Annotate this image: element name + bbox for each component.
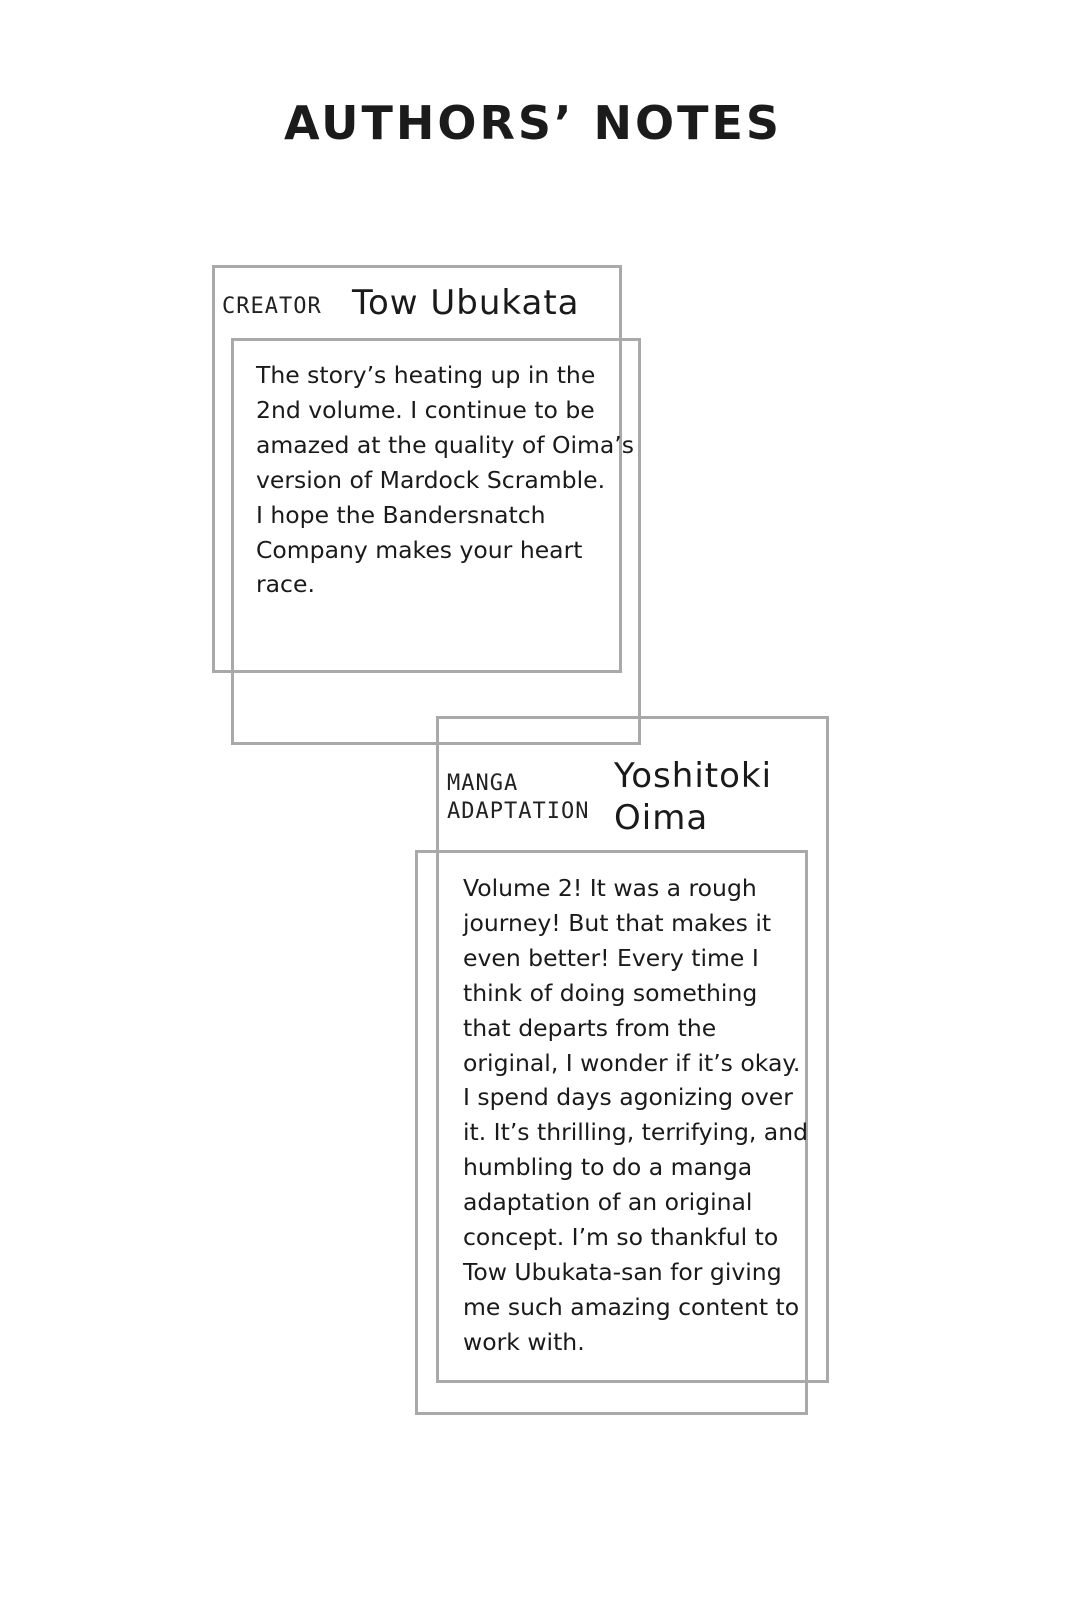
- adapter-note: [463, 871, 808, 1360]
- creator-note-line: amazed at the quality of Oima’s: [256, 430, 635, 459]
- page-title: AUTHORS’ NOTES: [283, 96, 783, 150]
- adapter-note-line: work with.: [463, 1327, 585, 1356]
- adapter-name-line1: Yoshitoki: [614, 756, 773, 796]
- adapter-note-line: think of doing something: [463, 978, 758, 1007]
- adapter-note-line: Volume 2! It was a rough: [463, 874, 757, 902]
- adapter-note-line: that departs from the: [463, 1013, 717, 1042]
- adapter-role-label-line1: MANGA: [447, 771, 519, 796]
- adapter-note-line: me such amazing content to: [463, 1292, 800, 1321]
- creator-note-line: The story’s heating up in the: [256, 361, 596, 389]
- adapter-note-line: I spend days agonizing over: [463, 1083, 793, 1112]
- adapter-note-line: it. It’s thrilling, terrifying, and: [463, 1118, 809, 1147]
- creator-note-line: version of Mardock Scramble.: [256, 465, 606, 494]
- adapter-role-label-line2: ADAPTATION: [447, 799, 590, 824]
- adapter-note-line: journey! But that makes it: [463, 908, 772, 937]
- creator-note-line: Company makes your heart: [256, 535, 583, 564]
- creator-note-line: race.: [256, 570, 315, 599]
- creator-name: Tow Ubukata: [352, 283, 580, 323]
- adapter-note-line: humbling to do a manga: [463, 1153, 753, 1182]
- adapter-note-line: adaptation of an original: [463, 1188, 753, 1217]
- adapter-note-line: Tow Ubukata-san for giving: [463, 1257, 782, 1286]
- adapter-note-line: original, I wonder if it’s okay.: [463, 1048, 801, 1077]
- creator-note-line: I hope the Bandersnatch: [256, 500, 546, 529]
- creator-note: [256, 358, 634, 602]
- creator-role-label: CREATOR: [222, 294, 322, 319]
- adapter-note-line: concept. I’m so thankful to: [463, 1223, 779, 1252]
- creator-note-line: 2nd volume. I continue to be: [256, 395, 595, 424]
- adapter-name-line2: Oima: [614, 798, 709, 838]
- adapter-note-line: even better! Every time I: [463, 943, 759, 972]
